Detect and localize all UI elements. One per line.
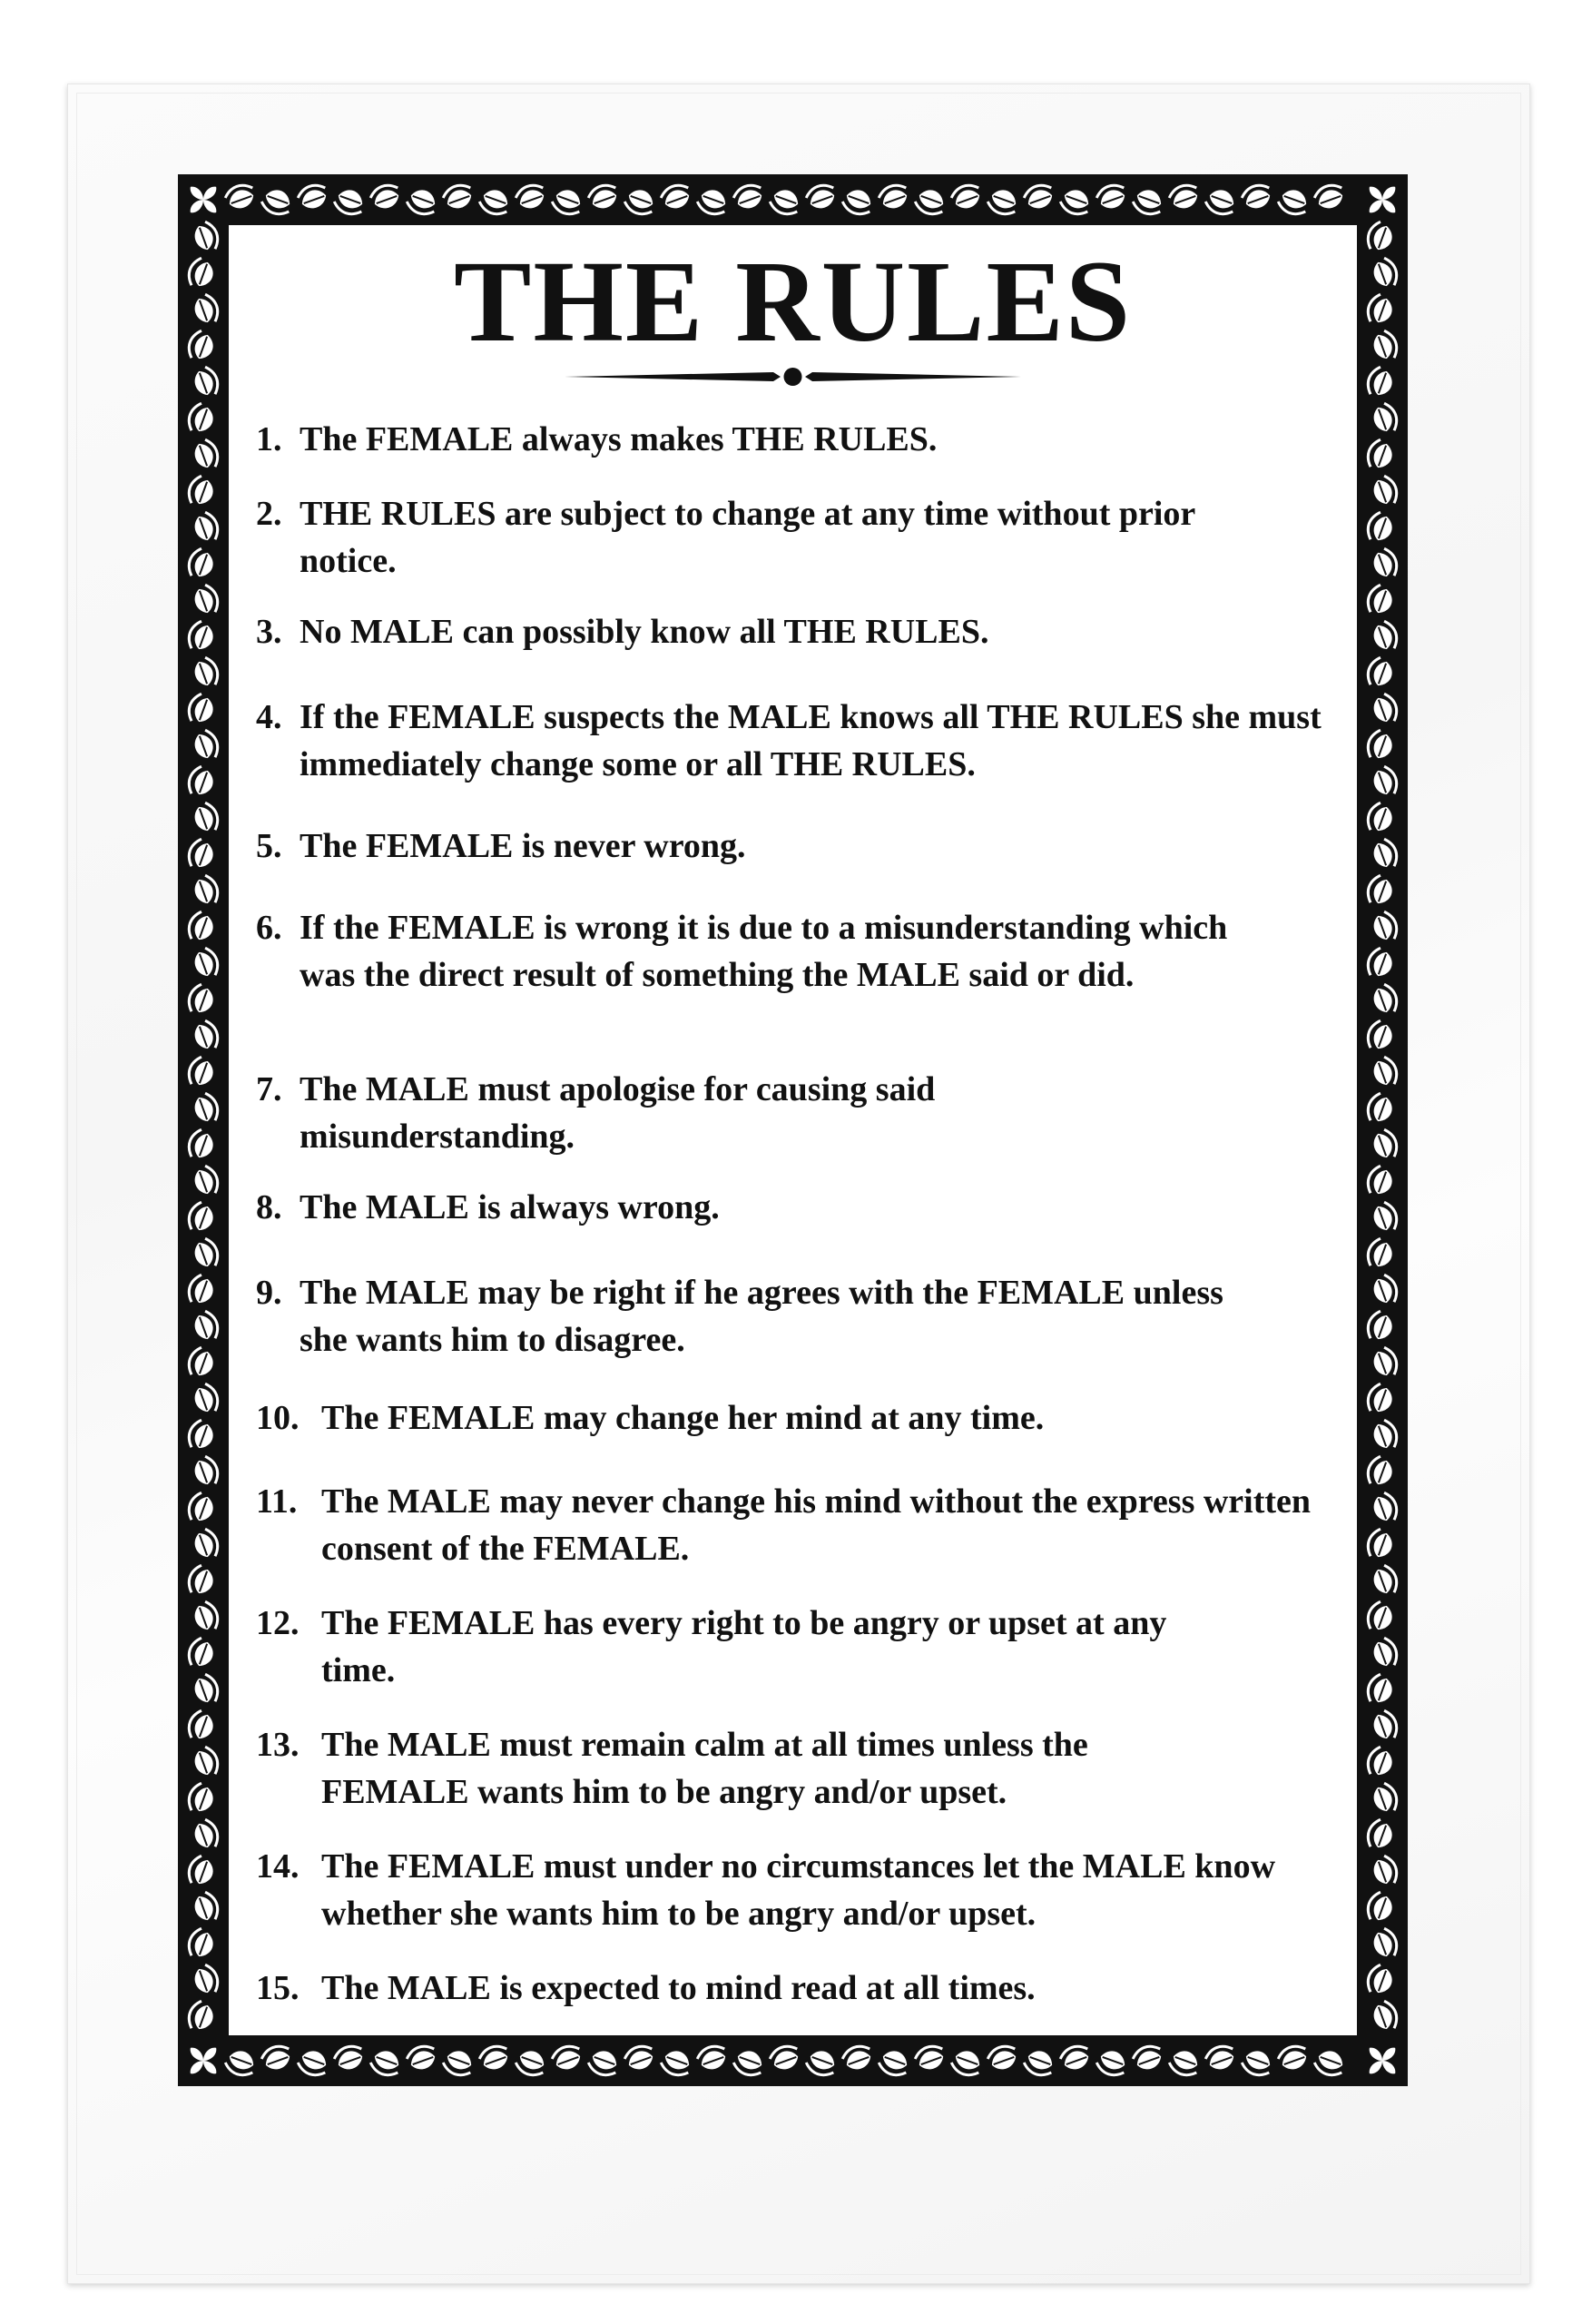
rule-number: 3. <box>256 613 282 651</box>
rule-number: 12. <box>256 1604 300 1642</box>
rule-item <box>256 822 1345 870</box>
poster-title: THE RULES <box>453 237 1133 366</box>
rule-item <box>256 1184 1345 1231</box>
rule-number: 8. <box>256 1188 282 1226</box>
rule-number: 11. <box>256 1482 298 1521</box>
rule-text: The MALE must apologise for causing said misunderstanding. <box>300 1070 936 1156</box>
rule-text: The MALE is always wrong. <box>300 1188 720 1226</box>
rule-number: 2. <box>256 495 282 533</box>
rule-text: The FEMALE is never wrong. <box>300 827 746 865</box>
rule-text: If the FEMALE suspects the MALE knows all THE RULES she must immediately change some or all THE RULES. <box>300 698 1322 783</box>
rule-item <box>256 1600 1345 1694</box>
rule-text: The FEMALE must under no circumstances let the MALE know whether she wants him to be angry and/or upset. <box>321 1847 1276 1933</box>
rule-text: If the FEMALE is wrong it is due to a misunderstanding which was the direct result of something the MALE said or did. <box>300 909 1228 994</box>
rule-text: The MALE may be right if he agrees with the FEMALE unless she wants him to disagree. <box>300 1274 1223 1359</box>
rule-number: 14. <box>256 1847 300 1886</box>
rule-item <box>256 1478 1345 1572</box>
poster-content <box>229 225 1357 2035</box>
rule-item <box>256 1066 1345 1160</box>
rule-number: 1. <box>256 420 282 458</box>
rule-text: No MALE can possibly know all THE RULES. <box>300 613 989 651</box>
rule-item <box>256 1721 1345 1816</box>
rule-text: The FEMALE may change her mind at any time. <box>321 1399 1045 1437</box>
rule-text: The FEMALE has every right to be angry or upset at any time. <box>321 1604 1167 1689</box>
divider-flourish-icon <box>565 363 1021 390</box>
rule-text: The FEMALE always makes THE RULES. <box>300 420 938 458</box>
rule-text: The MALE may never change his mind without the express written consent of the FEMALE. <box>321 1482 1312 1568</box>
rule-number: 15. <box>256 1969 300 2007</box>
rule-number: 7. <box>256 1070 282 1108</box>
rule-item <box>256 1394 1345 1442</box>
rule-item <box>256 904 1345 999</box>
rule-text: THE RULES are subject to change at any time without prior notice. <box>300 495 1195 580</box>
rule-item <box>256 694 1345 788</box>
rule-item <box>256 490 1345 585</box>
rule-number: 4. <box>256 698 282 736</box>
rule-item <box>256 1843 1345 1937</box>
rule-text: The MALE must remain calm at all times unless the FEMALE wants him to be angry and/or upset. <box>321 1726 1088 1811</box>
rule-item <box>256 608 1345 655</box>
rule-number: 10. <box>256 1399 300 1437</box>
rule-item <box>256 416 1345 463</box>
rule-number: 5. <box>256 827 282 865</box>
rule-number: 13. <box>256 1726 300 1764</box>
rule-item <box>256 1965 1345 2012</box>
rule-number: 6. <box>256 909 282 947</box>
rule-text: The MALE is expected to mind read at all times. <box>321 1969 1036 2007</box>
rule-item <box>256 1269 1345 1364</box>
rule-number: 9. <box>256 1274 282 1312</box>
